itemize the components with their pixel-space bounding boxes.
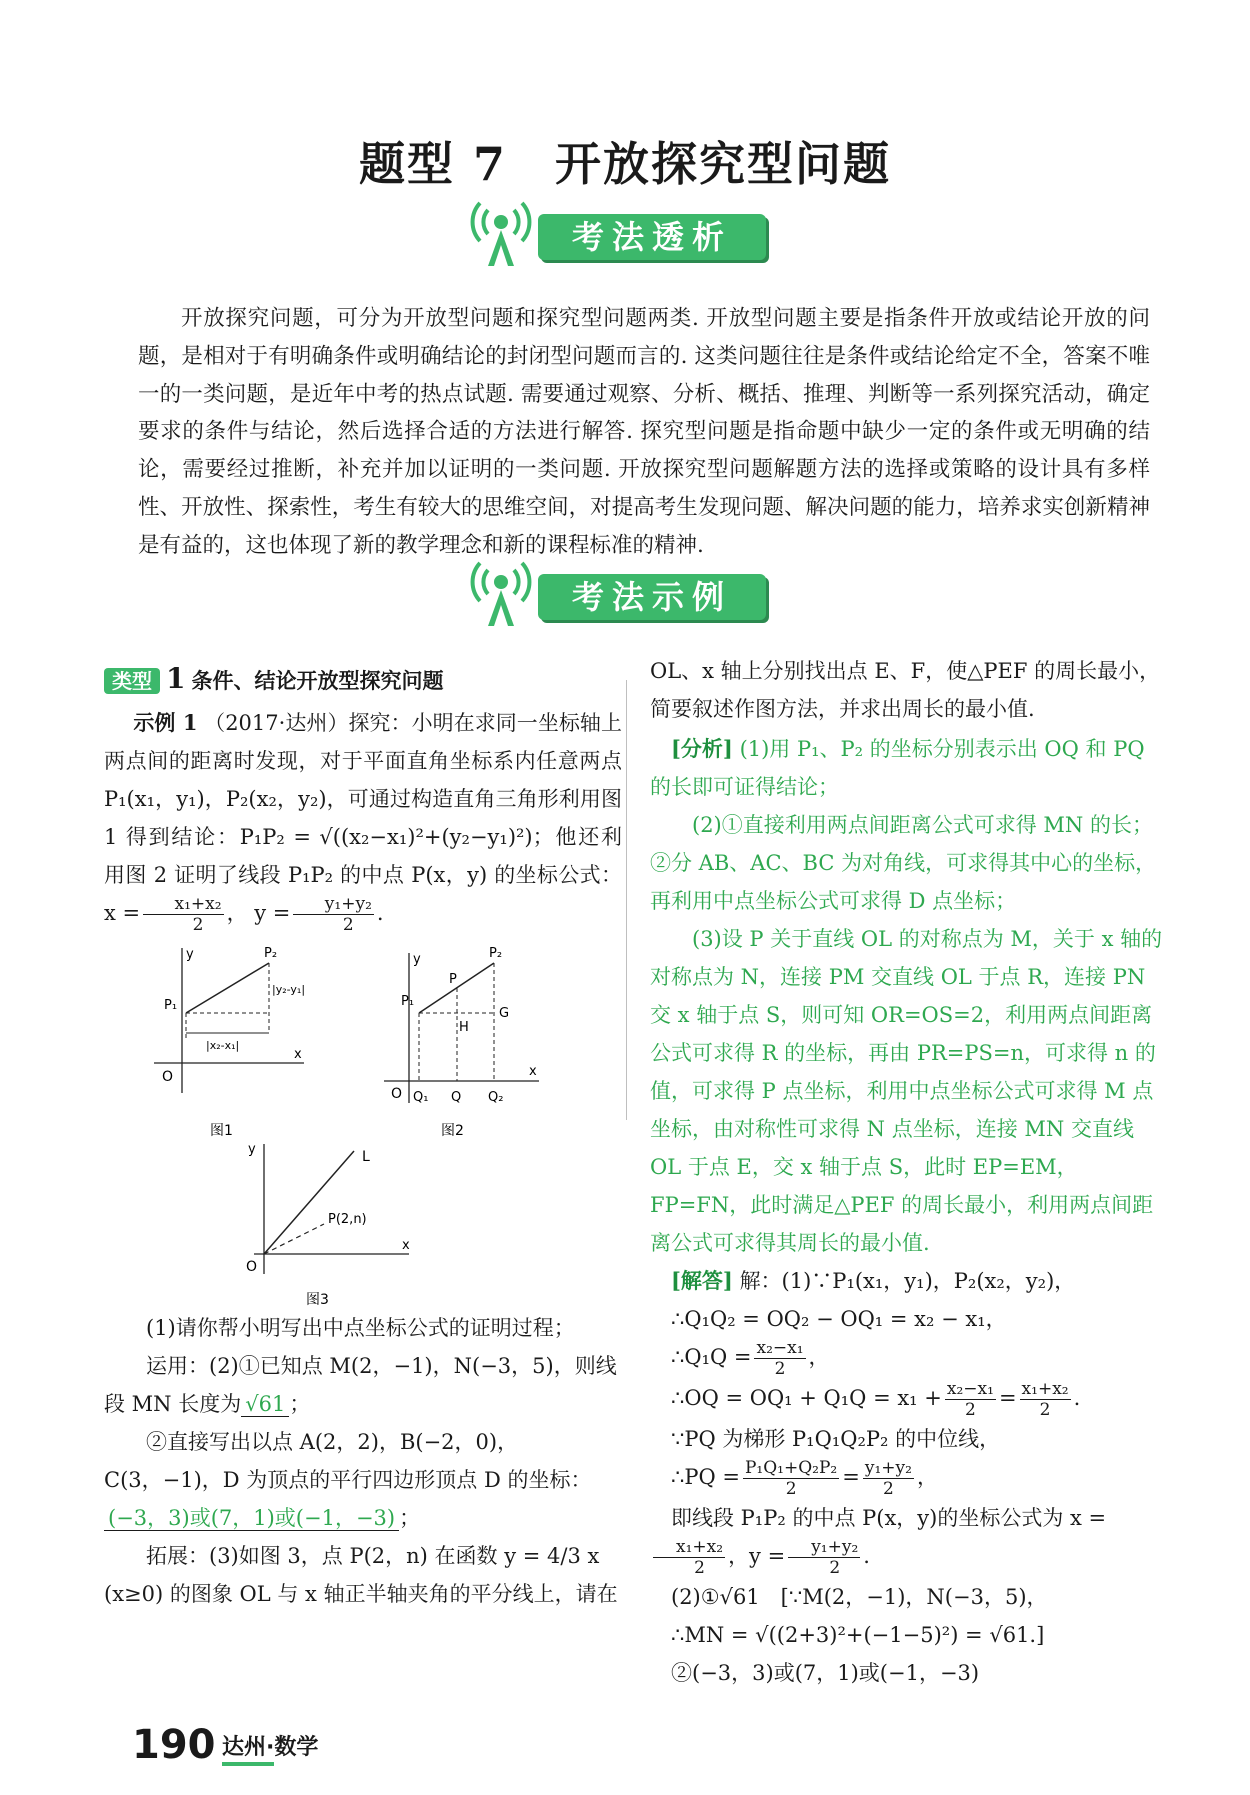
fig2-h: H (459, 1020, 469, 1035)
solution-label: [解答] (671, 1268, 733, 1293)
fig2-p2: P₂ (489, 946, 503, 961)
type-heading (104, 660, 622, 700)
fig1-dy: |y₂-y₁| (272, 983, 306, 996)
fig2-y-label: y (413, 952, 421, 967)
fig1-origin: O (162, 1069, 174, 1085)
solution-line-10: ②(−3，3)或(7，1)或(−1，−3) (671, 1661, 980, 1685)
solution-line-6: ∴PQ = $\frac{\text{P₁Q₁+Q₂P₂}}{2}$ = $\frac{\text{y₁+y₂}}{2}$ ， (671, 1458, 938, 1499)
fig1-caption: 图1 (210, 1123, 233, 1139)
solution-line-5: ∵PQ 为梯形 P₁Q₁Q₂P₂ 的中位线， (671, 1427, 1001, 1451)
footer-underline (222, 1762, 274, 1766)
example-label: 示例 1 (133, 710, 198, 735)
fig3-y-label: y (248, 1142, 256, 1157)
question-2b: ②直接写出以点 A(2，2)，B(−2，0)，C(3，−1)，D 为顶点的平行四边形顶点 D 的坐标：(−3，3)或(7，1)或(−1，−3) ； (104, 1430, 592, 1530)
banner-label: 考法透析 (538, 214, 766, 260)
intro-paragraph: 开放探究问题，可分为开放型问题和探究型问题两类. 开放型问题主要是指条件开放或结论开放的问题，是相对于有明确条件或明确结论的封闭型问题而言的. 这类问题往往是条件或结论给定不全，答案不唯一的一类问题，是近年中考的热点试题. 需要通过观察、分析、概括、推理、判断等一系列探究活动，确定要求的条件与结论，然后选择合适的方法进行解答. 探究型问题是指命题中缺少一定的条件或无明确的结论，需要经过推断，补充并加以证明的一类问题. 开放探究型问题解题方法的选择或策略的设计具有多样性、开放性、探索性，考生有较大的思维空间，对提高考生发现问题、解决问题的能力，培养求实创新精神是有益的，这也体现了新的教学理念和新的课程标准的精神. (138, 306, 1150, 558)
question-3: 拓展：(3)如图 3，点 P(2，n) 在函数 y = 4/3 x (x≥0) 的图象 OL 与 x 轴正半轴夹角的平分线上，请在 (104, 1544, 618, 1606)
fig2-g: G (499, 1006, 510, 1021)
type-title: 条件、结论开放型探究问题 (191, 668, 444, 693)
analysis (650, 730, 1170, 806)
section-banner-analysis (468, 200, 798, 270)
solution-line-4: ∴OQ = OQ₁ + Q₁Q = x₁ + $\frac{\text{x₂−x₁}}{2}$ = $\frac{\text{x₁+x₂}}{2}$ . (671, 1379, 1081, 1420)
fig2-q: Q (451, 1090, 462, 1105)
fig2-x-label: x (529, 1064, 537, 1079)
analysis-p2: (2)①直接利用两点间距离公式可求得 MN 的长；②分 AB、AC、BC 为对角线，可求得其中心的坐标，再利用中点坐标公式可求得 D 点坐标； (650, 813, 1157, 913)
fig2-q2: Q₂ (488, 1090, 504, 1105)
solution-line-9: ∴MN = √((2+3)²+(−1−5)²) = √61.] (671, 1623, 1045, 1647)
fig1-y-label: y (186, 947, 194, 962)
solution-line-7: 即线段 P₁P₂ 的中点 P(x，y)的坐标公式为 x = $\frac{\text{x₁+x₂}}{2}$ ，y = $\frac{\text{y₁+y₂}}{2}$ . (650, 1499, 1170, 1578)
figures-row (104, 943, 622, 1139)
example-text: 示例 1 （2017·达州）探究：小明在求同一坐标轴上两点间的距离时发现，对于平面直角坐标系内任意两点 P₁(x₁，y₁)，P₂(x₂，y₂)，可通过构造直角三角形利用图 1 得到结论：P₁P₂ = √((x₂−x₁)²+(y₂−y₁)²)；他还利用图 2 证明了线段 P₁P₂ 的中点 P(x，y) 的坐标公式： x = $\frac{\text{x₁+x₂}}{2}$ ， y = $\frac{\text{y₁+y₂}}{2}$ . (104, 710, 622, 935)
broadcast-icon (468, 560, 534, 630)
fig1-x-label: x (294, 1047, 302, 1062)
solution-line-1: [解答] 解：(1)∵P₁(x₁，y₁)，P₂(x₂，y₂)， (671, 1268, 1076, 1293)
figure-2 (369, 943, 569, 1139)
page-number: 190 (132, 1722, 216, 1768)
analysis-label: [分析] (671, 736, 733, 761)
question-2a: 运用：(2)①已知点 M(2，−1)，N(−3，5)，则线段 MN 长度为 √61 ； (104, 1354, 617, 1416)
footer-text: 达州·数学 (222, 1735, 319, 1760)
solution-line-2: ∴Q₁Q₂ = OQ₂ − OQ₁ = x₂ − x₁， (671, 1307, 1007, 1331)
figure-3 (234, 1139, 434, 1309)
type-number: 1 (166, 662, 186, 695)
y-formula: $\frac{\text{y₁+y₂}}{2}$ (293, 894, 373, 935)
banner-label: 考法示例 (538, 574, 766, 620)
answer-2b: (−3，3)或(7，1)或(−1，−3) (104, 1506, 399, 1531)
page-title: 题型 7 开放探究型问题 (358, 137, 892, 191)
fig1-p2: P₂ (264, 946, 278, 961)
figure-3-wrap (104, 1139, 622, 1309)
fig3-x-label: x (402, 1238, 410, 1253)
analysis-p3: (3)设 P 关于直线 OL 的对称点为 M，关于 x 轴的对称点为 N，连接 PM 交直线 OL 于点 R，连接 PN 交 x 轴于点 S，则可知 OR=OS=2，利用两点间距离公式可求得 R 的坐标，再由 PR=PS=n，可求得 n 的值，可求得 P 点坐标，利用中点坐标公式可求得 M 点坐标，由对称性可求得 N 点坐标，连接 MN 交直线 OL 于点 E，交 x 轴于点 S，此时 EP=EM，FP=FN，此时满足△PEF 的周长最小，利用两点间距离公式可求得其周长的最小值. (650, 927, 1163, 1255)
fig3-origin: O (246, 1259, 258, 1275)
answer-2a: √61 (241, 1392, 289, 1417)
type-badge: 类型 (104, 668, 160, 694)
figure-1 (134, 943, 334, 1139)
right-column (650, 652, 1170, 1692)
fig2-origin: O (391, 1086, 403, 1102)
column-divider (626, 680, 627, 1120)
question-3-continued: OL、x 轴上分别找出点 E、F，使△PEF 的周长最小，简要叙述作图方法，并求出周长的最小值. (650, 659, 1161, 721)
x-formula-lhs: x = (104, 901, 141, 925)
fig3-caption: 图3 (306, 1292, 329, 1308)
y-formula-lhs: y = (254, 901, 291, 925)
solution-line-8: (2)①√61 [∵M(2，−1)，N(−3，5)， (671, 1585, 1048, 1609)
example-source: （2017·达州）探究：小明在求同一坐标轴上两点间的距离时发现，对于平面直角坐标系内任意两点 P₁(x₁，y₁)，P₂(x₂，y₂)，可通过构造直角三角形利用图 1 得到结论：P₁P₂ = √((x₂−x₁)²+(y₂−y₁)²)；他还利用图 2 证明了线段 P₁P₂ 的中点 P(x，y) 的坐标公式： (104, 711, 622, 887)
fig1-dx: |x₂-x₁| (206, 1039, 240, 1052)
question-1: (1)请你帮小明写出中点坐标公式的证明过程； (146, 1316, 575, 1340)
fig2-p1: P₁ (401, 994, 415, 1009)
fig2-q1: Q₁ (413, 1090, 429, 1105)
section-banner-examples (468, 560, 798, 630)
broadcast-icon (468, 200, 534, 270)
solution-line-3: ∴Q₁Q = $\frac{\text{x₂−x₁}}{2}$ ， (671, 1338, 830, 1379)
left-column (104, 660, 622, 1613)
x-formula: $\frac{\text{x₁+x₂}}{2}$ (143, 894, 223, 935)
fig2-caption: 图2 (441, 1123, 464, 1139)
fig1-p1: P₁ (164, 998, 178, 1013)
fig3-p: P(2,n) (328, 1212, 367, 1227)
fig2-p: P (449, 972, 457, 987)
fig3-l: L (362, 1149, 370, 1165)
analysis-p1: (1)用 P₁、P₂ 的坐标分别表示出 OQ 和 PQ 的长即可证得结论； (650, 737, 1145, 799)
